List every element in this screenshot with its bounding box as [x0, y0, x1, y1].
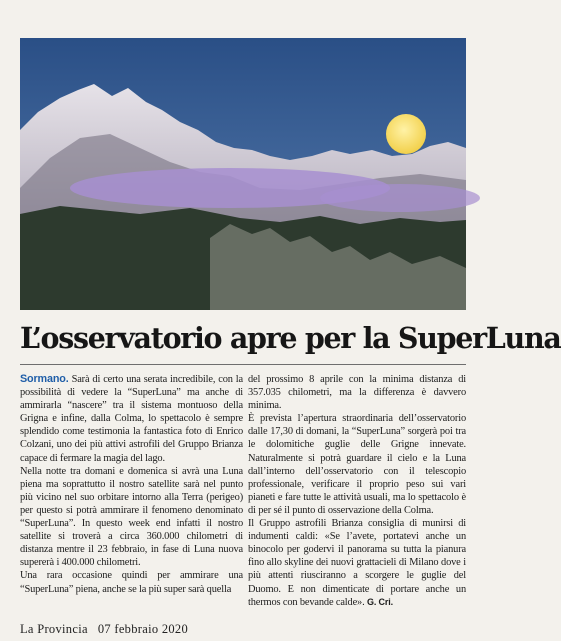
- mountain-moon-photo: [20, 38, 466, 310]
- dateline: Sormano.: [20, 373, 69, 385]
- article-column-right: [248, 373, 466, 609]
- publication-date: 07 febbraio 2020: [97, 622, 189, 636]
- article-column-left: [20, 373, 243, 596]
- article-paragraph: [20, 373, 243, 465]
- article-paragraph: Nella notte tra domani e domenica si avrà una Luna piena ma soprattutto il nostro satellite sarà nel punto più vicino nel suo orbitare intorno alla Terra (perigeo) per questo si potrà ammirare il fenomeno denominato “SuperLuna”. In questo week end infatti il nostro satellite si troverà a circa 360.000 chilometri di distanza mentre il 23 febbraio, in fase di Luna nuova supererà i 400.000 chilometri.: [20, 465, 243, 569]
- purple-mist-right: [320, 184, 480, 212]
- paragraph-text: Sarà di certo una serata incredibile, con la possibilità di vedere la “SuperLuna” ma anche di ammirarla “nascere” tra il sistema montuoso della Grigna e infine, dalla Colma, lo spettacolo è sempre splendido come testimonia la fantastica foto di Enrico Colzani, uno dei più attivi astrofili del Gruppo Brianza capace di fermare la magia del lago.: [20, 374, 243, 464]
- page-footer: [20, 622, 188, 637]
- article-paragraph: [248, 517, 466, 609]
- headline-divider: [20, 364, 466, 365]
- article-paragraph: È prevista l’apertura straordinaria dell’osservatorio dalle 17,30 di domani, la “SuperLuna” sorgerà poi tra le dolomitiche guglie delle Grigne innevate. Naturalmente si potrà guardare il cielo e la Luna dall’interno dell’osservatorio con il telescopio professionale, verificare il proprio peso sui vari pianeti e fare tutte le attività usuali, ma lo spettacolo è di per sé il punto di osservazione della Colma.: [248, 413, 466, 516]
- article-paragraph: Una rara occasione quindi per ammirare una “SuperLuna” piena, anche se la più super sarà quella: [20, 570, 243, 595]
- article-paragraph: del prossimo 8 aprile con la minima distanza di 357.035 chilometri, ma la differenza è davvero minima.: [248, 374, 466, 412]
- moon: [386, 114, 426, 154]
- publication-name: La Provincia: [20, 622, 88, 636]
- article-headline: L’osservatorio apre per la SuperLuna: [20, 321, 561, 355]
- paragraph-text: Il Gruppo astrofili Brianza consiglia di munirsi di indumenti caldi: «Se l’avete, portatevi anche un binocolo per godervi il panorama su tutta la pianura fino allo skyline dei nuovi grattacieli di Milano dove i più attenti riusciranno a scorgere le guglie del Duomo. E non dimenticate di portare anche un thermos con bevande calde».: [248, 518, 466, 608]
- byline: G. Cri.: [367, 596, 393, 607]
